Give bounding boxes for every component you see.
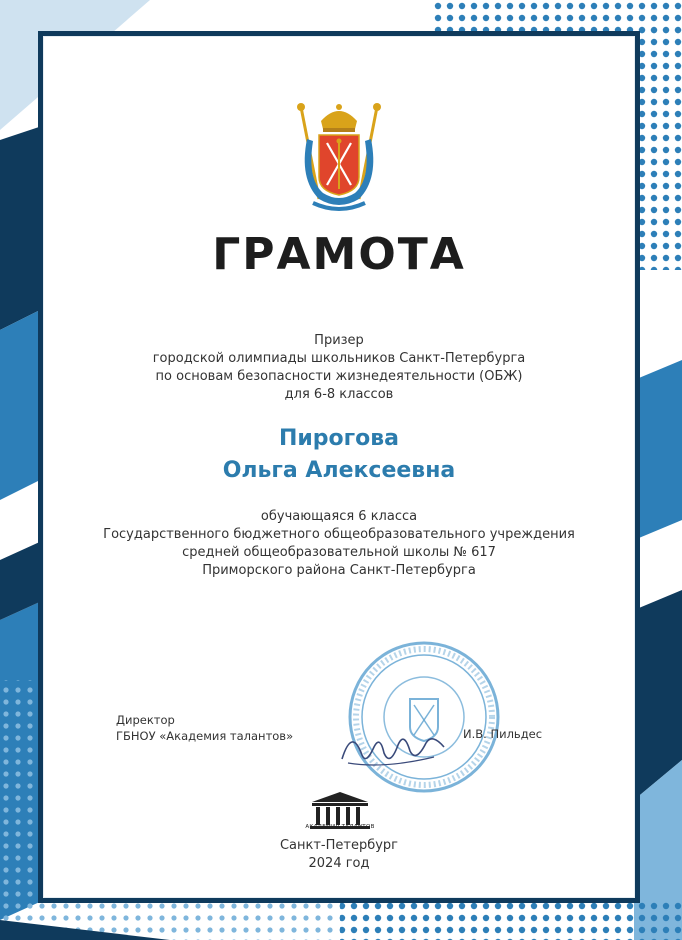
school-info: [44, 508, 634, 580]
coat-of-arms-emblem: [289, 99, 389, 219]
recipient-surname: Пирогова: [278, 426, 400, 451]
school-line: средней общеобразовательной школы № 617: [182, 545, 496, 560]
school-line: Приморского района Санкт-Петербурга: [202, 563, 476, 578]
award-line: по основам безопасности жизнедеятельности (ОБЖ): [155, 369, 523, 384]
footer: [44, 837, 634, 873]
award-line: городской олимпиады школьников Санкт-Петербурга: [152, 351, 526, 366]
handwritten-signature: [334, 717, 454, 777]
signatory-position: Директор: [116, 713, 175, 727]
academy-logo-caption: АКАДЕМИЯ ТАЛАНТОВ: [305, 824, 375, 830]
certificate-title: ГРАМОТА: [212, 229, 466, 280]
signatory-name: И.В. Пильдес: [463, 727, 543, 741]
certificate-card: [44, 37, 634, 897]
school-line: обучающаяся 6 класса: [260, 509, 418, 524]
school-line: Государственного бюджетного общеобразовательного учреждения: [103, 527, 575, 542]
footer-year: 2024 год: [308, 856, 370, 871]
award-text: [44, 332, 634, 404]
footer-city: Санкт-Петербург: [279, 838, 399, 853]
signatory-title: [116, 712, 293, 744]
recipient-given-names: Ольга Алексеевна: [222, 458, 456, 483]
recipient-name: [44, 423, 634, 487]
award-line: Призер: [314, 333, 364, 348]
award-line: для 6-8 классов: [284, 387, 394, 402]
signatory-organization: ГБНОУ «Академия талантов»: [116, 729, 294, 743]
